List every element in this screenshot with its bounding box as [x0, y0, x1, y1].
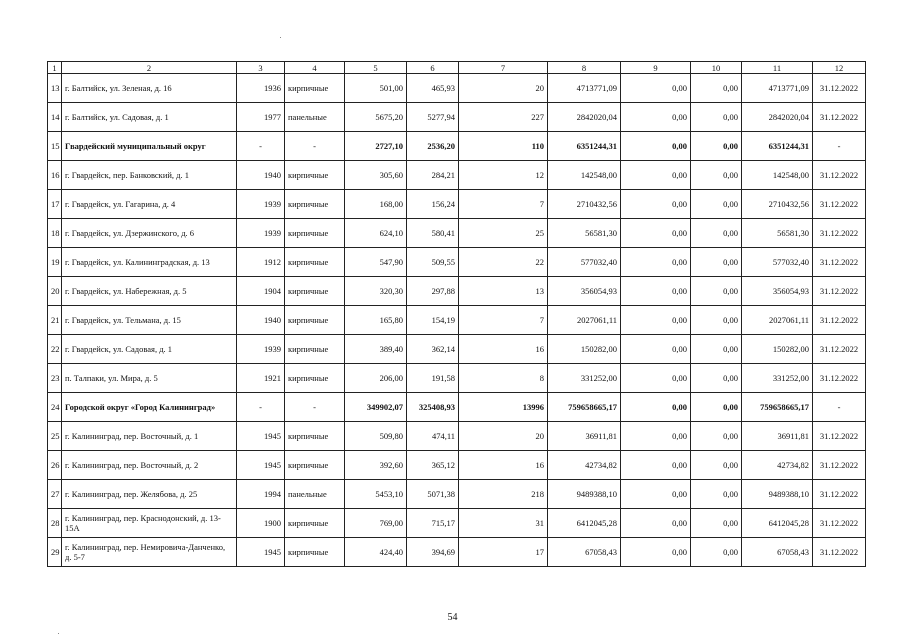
total-area-cell: 320,30 — [345, 277, 407, 306]
deadline-date-cell: 31.12.2022 — [813, 538, 866, 567]
row-number-cell: 15 — [48, 132, 62, 161]
total-cost-cell: 150282,00 — [548, 335, 621, 364]
residents-count-cell: 20 — [459, 74, 548, 103]
year-built-cell: 1977 — [237, 103, 285, 132]
scan-speck — [280, 37, 281, 38]
scan-speck — [58, 633, 59, 634]
table-row — [48, 509, 866, 538]
col11-cost-cell: 2710432,56 — [742, 190, 813, 219]
living-area-cell: 284,21 — [407, 161, 459, 190]
col10-cost-cell: 0,00 — [691, 364, 742, 393]
col10-cost-cell: 0,00 — [691, 219, 742, 248]
table-row — [48, 451, 866, 480]
total-cost-cell: 759658665,17 — [548, 393, 621, 422]
deadline-date-cell: 31.12.2022 — [813, 306, 866, 335]
column-number: 11 — [742, 62, 813, 74]
row-number-cell: 18 — [48, 219, 62, 248]
row-number-cell: 19 — [48, 248, 62, 277]
address-cell: г. Гвардейск, ул. Гагарина, д. 4 — [62, 190, 237, 219]
col11-cost-cell: 4713771,09 — [742, 74, 813, 103]
year-built-cell: 1945 — [237, 451, 285, 480]
total-area-cell: 165,80 — [345, 306, 407, 335]
col10-cost-cell: 0,00 — [691, 277, 742, 306]
row-number-cell: 16 — [48, 161, 62, 190]
deadline-date-cell: 31.12.2022 — [813, 480, 866, 509]
column-number: 5 — [345, 62, 407, 74]
total-cost-cell: 2842020,04 — [548, 103, 621, 132]
col11-cost-cell: 36911,81 — [742, 422, 813, 451]
residents-count-cell: 7 — [459, 306, 548, 335]
year-built-cell: - — [237, 393, 285, 422]
col9-cost-cell: 0,00 — [621, 219, 691, 248]
total-cost-cell: 42734,82 — [548, 451, 621, 480]
col9-cost-cell: 0,00 — [621, 74, 691, 103]
table-row — [48, 277, 866, 306]
residents-count-cell: 22 — [459, 248, 548, 277]
table-row — [48, 538, 866, 567]
col9-cost-cell: 0,00 — [621, 451, 691, 480]
col10-cost-cell: 0,00 — [691, 132, 742, 161]
col10-cost-cell: 0,00 — [691, 422, 742, 451]
year-built-cell: 1939 — [237, 335, 285, 364]
table-row — [48, 248, 866, 277]
total-cost-cell: 142548,00 — [548, 161, 621, 190]
residents-count-cell: 16 — [459, 451, 548, 480]
residents-count-cell: 12 — [459, 161, 548, 190]
deadline-date-cell: 31.12.2022 — [813, 103, 866, 132]
row-number-cell: 28 — [48, 509, 62, 538]
col11-cost-cell: 6412045,28 — [742, 509, 813, 538]
year-built-cell: 1940 — [237, 306, 285, 335]
total-area-cell: 168,00 — [345, 190, 407, 219]
col11-cost-cell: 2027061,11 — [742, 306, 813, 335]
total-area-cell: 2727,10 — [345, 132, 407, 161]
wall-material-cell: кирпичные — [285, 248, 345, 277]
table-row — [48, 306, 866, 335]
living-area-cell: 5071,38 — [407, 480, 459, 509]
total-area-cell: 389,40 — [345, 335, 407, 364]
total-cost-cell: 2027061,11 — [548, 306, 621, 335]
row-number-cell: 26 — [48, 451, 62, 480]
total-cost-cell: 2710432,56 — [548, 190, 621, 219]
address-cell: г. Калининград, пер. Восточный, д. 2 — [62, 451, 237, 480]
total-cost-cell: 9489388,10 — [548, 480, 621, 509]
row-number-cell: 17 — [48, 190, 62, 219]
deadline-date-cell: 31.12.2022 — [813, 219, 866, 248]
year-built-cell: 1904 — [237, 277, 285, 306]
wall-material-cell: кирпичные — [285, 422, 345, 451]
column-number: 9 — [621, 62, 691, 74]
year-built-cell: 1900 — [237, 509, 285, 538]
total-area-cell: 5453,10 — [345, 480, 407, 509]
living-area-cell: 297,88 — [407, 277, 459, 306]
row-number-cell: 29 — [48, 538, 62, 567]
living-area-cell: 465,93 — [407, 74, 459, 103]
column-number: 4 — [285, 62, 345, 74]
col10-cost-cell: 0,00 — [691, 306, 742, 335]
col10-cost-cell: 0,00 — [691, 103, 742, 132]
total-cost-cell: 6351244,31 — [548, 132, 621, 161]
year-built-cell: 1945 — [237, 422, 285, 451]
col10-cost-cell: 0,00 — [691, 161, 742, 190]
residents-count-cell: 13996 — [459, 393, 548, 422]
address-cell: г. Гвардейск, ул. Набережная, д. 5 — [62, 277, 237, 306]
total-area-cell: 305,60 — [345, 161, 407, 190]
column-number: 6 — [407, 62, 459, 74]
table-row — [48, 103, 866, 132]
col9-cost-cell: 0,00 — [621, 190, 691, 219]
total-cost-cell: 331252,00 — [548, 364, 621, 393]
living-area-cell: 154,19 — [407, 306, 459, 335]
table-row — [48, 190, 866, 219]
column-number-row — [48, 62, 866, 74]
total-cost-cell: 56581,30 — [548, 219, 621, 248]
year-built-cell: 1945 — [237, 538, 285, 567]
wall-material-cell: панельные — [285, 103, 345, 132]
row-number-cell: 14 — [48, 103, 62, 132]
col9-cost-cell: 0,00 — [621, 422, 691, 451]
col9-cost-cell: 0,00 — [621, 248, 691, 277]
deadline-date-cell: 31.12.2022 — [813, 335, 866, 364]
row-number-cell: 27 — [48, 480, 62, 509]
row-number-cell: 21 — [48, 306, 62, 335]
living-area-cell: 365,12 — [407, 451, 459, 480]
living-area-cell: 2536,20 — [407, 132, 459, 161]
year-built-cell: 1940 — [237, 161, 285, 190]
col11-cost-cell: 9489388,10 — [742, 480, 813, 509]
residents-count-cell: 227 — [459, 103, 548, 132]
column-number: 2 — [62, 62, 237, 74]
year-built-cell: 1939 — [237, 190, 285, 219]
col11-cost-cell: 2842020,04 — [742, 103, 813, 132]
deadline-date-cell: 31.12.2022 — [813, 74, 866, 103]
deadline-date-cell: 31.12.2022 — [813, 509, 866, 538]
total-area-cell: 424,40 — [345, 538, 407, 567]
address-cell: г. Гвардейск, ул. Тельмана, д. 15 — [62, 306, 237, 335]
col9-cost-cell: 0,00 — [621, 480, 691, 509]
column-number: 1 — [48, 62, 62, 74]
year-built-cell: 1939 — [237, 219, 285, 248]
column-number: 3 — [237, 62, 285, 74]
col9-cost-cell: 0,00 — [621, 161, 691, 190]
address-cell: г. Гвардейск, пер. Банковский, д. 1 — [62, 161, 237, 190]
row-number-cell: 24 — [48, 393, 62, 422]
living-area-cell: 191,58 — [407, 364, 459, 393]
wall-material-cell: кирпичные — [285, 161, 345, 190]
residents-count-cell: 25 — [459, 219, 548, 248]
total-area-cell: 392,60 — [345, 451, 407, 480]
total-area-cell: 624,10 — [345, 219, 407, 248]
address-cell: г. Калининград, пер. Краснодонский, д. 13-15А — [62, 509, 237, 538]
wall-material-cell: кирпичные — [285, 538, 345, 567]
column-number: 10 — [691, 62, 742, 74]
col11-cost-cell: 67058,43 — [742, 538, 813, 567]
column-number: 8 — [548, 62, 621, 74]
table-row — [48, 335, 866, 364]
deadline-date-cell: 31.12.2022 — [813, 451, 866, 480]
col11-cost-cell: 356054,93 — [742, 277, 813, 306]
col9-cost-cell: 0,00 — [621, 132, 691, 161]
total-cost-cell: 67058,43 — [548, 538, 621, 567]
col10-cost-cell: 0,00 — [691, 335, 742, 364]
col10-cost-cell: 0,00 — [691, 248, 742, 277]
deadline-date-cell: - — [813, 393, 866, 422]
col9-cost-cell: 0,00 — [621, 306, 691, 335]
address-cell: г. Балтийск, ул. Зеленая, д. 16 — [62, 74, 237, 103]
year-built-cell: - — [237, 132, 285, 161]
total-area-cell: 509,80 — [345, 422, 407, 451]
row-number-cell: 13 — [48, 74, 62, 103]
col11-cost-cell: 150282,00 — [742, 335, 813, 364]
living-area-cell: 5277,94 — [407, 103, 459, 132]
residents-count-cell: 7 — [459, 190, 548, 219]
living-area-cell: 474,11 — [407, 422, 459, 451]
data-table-container — [47, 61, 865, 567]
address-cell: Гвардейский муниципальный округ — [62, 132, 237, 161]
table-row — [48, 161, 866, 190]
wall-material-cell: кирпичные — [285, 74, 345, 103]
col9-cost-cell: 0,00 — [621, 538, 691, 567]
col9-cost-cell: 0,00 — [621, 335, 691, 364]
year-built-cell: 1912 — [237, 248, 285, 277]
residents-count-cell: 17 — [459, 538, 548, 567]
year-built-cell: 1936 — [237, 74, 285, 103]
residents-count-cell: 218 — [459, 480, 548, 509]
living-area-cell: 156,24 — [407, 190, 459, 219]
column-number: 7 — [459, 62, 548, 74]
table-body — [48, 62, 866, 567]
wall-material-cell: панельные — [285, 480, 345, 509]
deadline-date-cell: 31.12.2022 — [813, 161, 866, 190]
col10-cost-cell: 0,00 — [691, 480, 742, 509]
residents-count-cell: 20 — [459, 422, 548, 451]
deadline-date-cell: 31.12.2022 — [813, 422, 866, 451]
col9-cost-cell: 0,00 — [621, 509, 691, 538]
address-cell: г. Калининград, пер. Восточный, д. 1 — [62, 422, 237, 451]
table-row — [48, 480, 866, 509]
deadline-date-cell: - — [813, 132, 866, 161]
col11-cost-cell: 42734,82 — [742, 451, 813, 480]
year-built-cell: 1921 — [237, 364, 285, 393]
table-row — [48, 219, 866, 248]
wall-material-cell: кирпичные — [285, 335, 345, 364]
col10-cost-cell: 0,00 — [691, 190, 742, 219]
wall-material-cell: кирпичные — [285, 277, 345, 306]
wall-material-cell: кирпичные — [285, 509, 345, 538]
col9-cost-cell: 0,00 — [621, 364, 691, 393]
table-row — [48, 132, 866, 161]
total-cost-cell: 4713771,09 — [548, 74, 621, 103]
row-number-cell: 25 — [48, 422, 62, 451]
residents-count-cell: 13 — [459, 277, 548, 306]
total-area-cell: 769,00 — [345, 509, 407, 538]
total-cost-cell: 6412045,28 — [548, 509, 621, 538]
table-row — [48, 393, 866, 422]
total-cost-cell: 356054,93 — [548, 277, 621, 306]
col9-cost-cell: 0,00 — [621, 277, 691, 306]
total-area-cell: 5675,20 — [345, 103, 407, 132]
col10-cost-cell: 0,00 — [691, 538, 742, 567]
column-number: 12 — [813, 62, 866, 74]
address-cell: г. Гвардейск, ул. Садовая, д. 1 — [62, 335, 237, 364]
wall-material-cell: кирпичные — [285, 219, 345, 248]
total-cost-cell: 577032,40 — [548, 248, 621, 277]
deadline-date-cell: 31.12.2022 — [813, 190, 866, 219]
living-area-cell: 580,41 — [407, 219, 459, 248]
wall-material-cell: кирпичные — [285, 364, 345, 393]
living-area-cell: 715,17 — [407, 509, 459, 538]
address-cell: г. Балтийск, ул. Садовая, д. 1 — [62, 103, 237, 132]
total-cost-cell: 36911,81 — [548, 422, 621, 451]
total-area-cell: 349902,07 — [345, 393, 407, 422]
col10-cost-cell: 0,00 — [691, 393, 742, 422]
col9-cost-cell: 0,00 — [621, 103, 691, 132]
year-built-cell: 1994 — [237, 480, 285, 509]
wall-material-cell: кирпичные — [285, 451, 345, 480]
housing-table — [47, 61, 866, 567]
col10-cost-cell: 0,00 — [691, 74, 742, 103]
col9-cost-cell: 0,00 — [621, 393, 691, 422]
col11-cost-cell: 56581,30 — [742, 219, 813, 248]
total-area-cell: 547,90 — [345, 248, 407, 277]
table-row — [48, 74, 866, 103]
col10-cost-cell: 0,00 — [691, 509, 742, 538]
total-area-cell: 501,00 — [345, 74, 407, 103]
residents-count-cell: 31 — [459, 509, 548, 538]
wall-material-cell: - — [285, 393, 345, 422]
wall-material-cell: кирпичные — [285, 190, 345, 219]
address-cell: Городской округ «Город Калининград» — [62, 393, 237, 422]
col11-cost-cell: 6351244,31 — [742, 132, 813, 161]
living-area-cell: 325408,93 — [407, 393, 459, 422]
residents-count-cell: 16 — [459, 335, 548, 364]
address-cell: г. Калининград, пер. Немировича-Данченко, д. 5-7 — [62, 538, 237, 567]
page-number: 54 — [447, 612, 458, 623]
living-area-cell: 509,55 — [407, 248, 459, 277]
address-cell: г. Калининград, пер. Желябова, д. 25 — [62, 480, 237, 509]
row-number-cell: 22 — [48, 335, 62, 364]
deadline-date-cell: 31.12.2022 — [813, 277, 866, 306]
residents-count-cell: 8 — [459, 364, 548, 393]
col11-cost-cell: 759658665,17 — [742, 393, 813, 422]
living-area-cell: 362,14 — [407, 335, 459, 364]
total-area-cell: 206,00 — [345, 364, 407, 393]
address-cell: г. Гвардейск, ул. Дзержинского, д. 6 — [62, 219, 237, 248]
deadline-date-cell: 31.12.2022 — [813, 364, 866, 393]
table-row — [48, 422, 866, 451]
deadline-date-cell: 31.12.2022 — [813, 248, 866, 277]
address-cell: п. Талпаки, ул. Мира, д. 5 — [62, 364, 237, 393]
col11-cost-cell: 331252,00 — [742, 364, 813, 393]
col11-cost-cell: 577032,40 — [742, 248, 813, 277]
address-cell: г. Гвардейск, ул. Калининградская, д. 13 — [62, 248, 237, 277]
row-number-cell: 23 — [48, 364, 62, 393]
row-number-cell: 20 — [48, 277, 62, 306]
living-area-cell: 394,69 — [407, 538, 459, 567]
wall-material-cell: кирпичные — [285, 306, 345, 335]
wall-material-cell: - — [285, 132, 345, 161]
residents-count-cell: 110 — [459, 132, 548, 161]
table-row — [48, 364, 866, 393]
col10-cost-cell: 0,00 — [691, 451, 742, 480]
col11-cost-cell: 142548,00 — [742, 161, 813, 190]
